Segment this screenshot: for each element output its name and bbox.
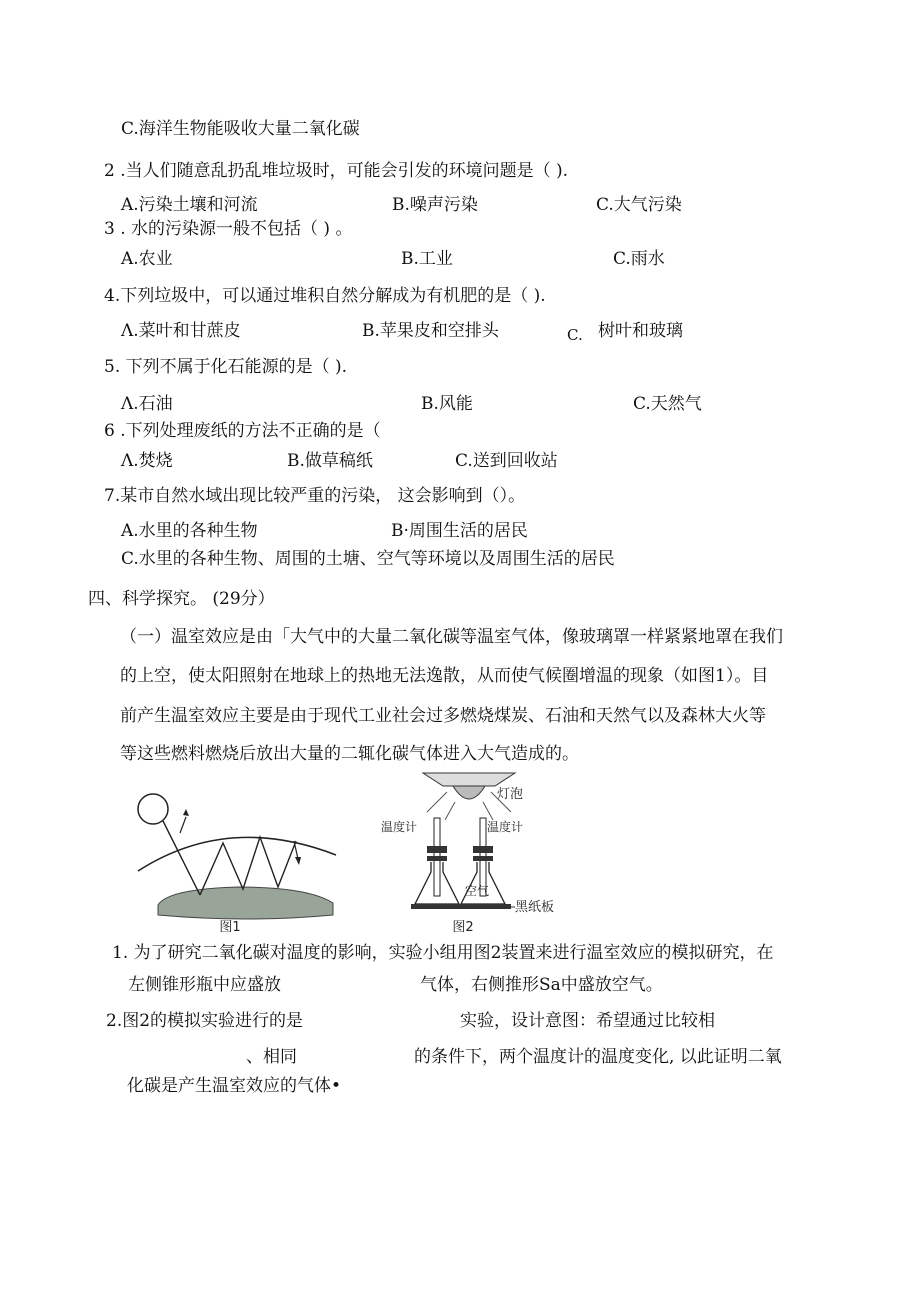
lamp-bulb-icon [453,786,485,799]
inquiry-q1-line-2-end: 气体，右侧推形Sa中盛放空气。 [420,975,663,995]
q4-option-b: B.苹果皮和空排头 [362,321,499,341]
section-4-paragraph-line-2: 的上空，使太阳照射在地球上的热地无法逸散，从而使气候圈增温的现象（如图1）。目 [120,666,769,686]
q7-stem: 7.某市自然水域出现比较严重的污染， 这会影响到（）。 [104,486,526,506]
q1-option-c: C.海洋生物能吸收大量二氧化碳 [121,119,360,139]
inquiry-q2-line-1-end: 实验，设计意图：希望通过比较相 [460,1011,715,1031]
figure-2-experiment-diagram [375,768,575,935]
q3-option-a: A.农业 [121,249,173,269]
q7-option-a: A.水里的各种生物 [121,521,258,541]
q4-stem: 4.下列垃圾中，可以通过堆积自然分解成为有机肥的是（ ). [104,286,546,306]
q4-option-c-prefix: C. [567,326,583,344]
q3-option-c: C.雨水 [613,249,665,269]
inquiry-q2-line-2-end: 的条件下，两个温度计的温度变化, 以此证明二氧 [414,1047,782,1067]
section-4-paragraph-line-1: （一）温室效应是由「大气中的大量二氧化碳等温室气体，像玻璃罩一样紧紧地罩在我们 [120,627,783,647]
figure-2-caption: 图2 [452,920,474,935]
q2-stem: 2 .当人们随意乱扔乱堆垃圾时，可能会引发的环境问题是（ ). [104,161,569,181]
section-4-paragraph-line-4: 等这些燃料燃烧后放出大量的二辄化碳气体进入大气造成的。 [120,744,579,764]
q6-option-c: C.送到回收站 [455,451,558,471]
atmosphere-arc [138,837,336,871]
q5-option-a: Λ.石油 [121,394,173,414]
q4-option-c: 树叶和玻璃 [598,321,683,341]
section-4-title: 四、科学探究。 (29分） [88,589,275,609]
q2-option-c: C.大气污染 [596,195,682,215]
air-label: 空气 [465,884,490,898]
q6-option-b: B.做草稿纸 [287,451,373,471]
reflected-rays [200,837,296,895]
inquiry-q1-line-2-start: 左侧锥形瓶中应盛放 [128,975,281,995]
q7-option-b: B·周围生活的居民 [391,521,528,541]
thermometer-right-label: 温度计 [487,820,524,834]
q4-option-a: Λ.菜叶和甘蔗皮 [121,321,241,341]
board-label: 黑纸板 [515,900,555,915]
q6-stem: 6 .下列处理废纸的方法不正确的是（ [104,421,381,441]
q2-option-b: B.噪声污染 [392,195,478,215]
thermometer-left-label: 温度计 [381,820,418,834]
black-paper-board [411,904,511,909]
q7-option-c: C.水里的各种生物、周围的土塘、空气等环境以及周围生活的居民 [121,549,615,569]
q5-stem: 5. 下列不属于化石能源的是（ ). [104,357,348,377]
inquiry-q2-line-2-start: 、相同 [246,1047,297,1067]
inquiry-q2-line-1-start: 2.图2的模拟实验进行的是 [106,1011,304,1031]
lamp-shade [423,773,515,786]
sun-icon [138,794,168,824]
earth-shape [158,887,333,919]
inquiry-q2-line-3: 化碳是产生温室效应的气体• [127,1076,342,1096]
section-4-paragraph-line-3: 前产生温室效应主要是由于现代工业社会过多燃烧煤炭、石油和天然气以及森林大火等 [120,706,766,726]
figure-1-caption: 图1 [219,920,241,935]
figure-1-greenhouse-diagram [128,785,343,935]
q6-option-a: Λ.焚烧 [121,451,173,471]
q3-stem: 3 . 水的污染源一般不包括（ ) 。 [104,219,353,239]
q3-option-b: B.工业 [401,249,453,269]
inquiry-q1-line-1: 1. 为了研究二氧化碳对温度的影响，实验小组用图2装置来进行温室效应的模拟研究，在 [112,943,774,963]
q2-option-a: A.污染土壤和河流 [121,195,258,215]
q5-option-b: B.风能 [421,394,473,414]
lamp-label: 灯泡 [497,787,524,802]
q5-option-c: C.天然气 [633,394,702,414]
